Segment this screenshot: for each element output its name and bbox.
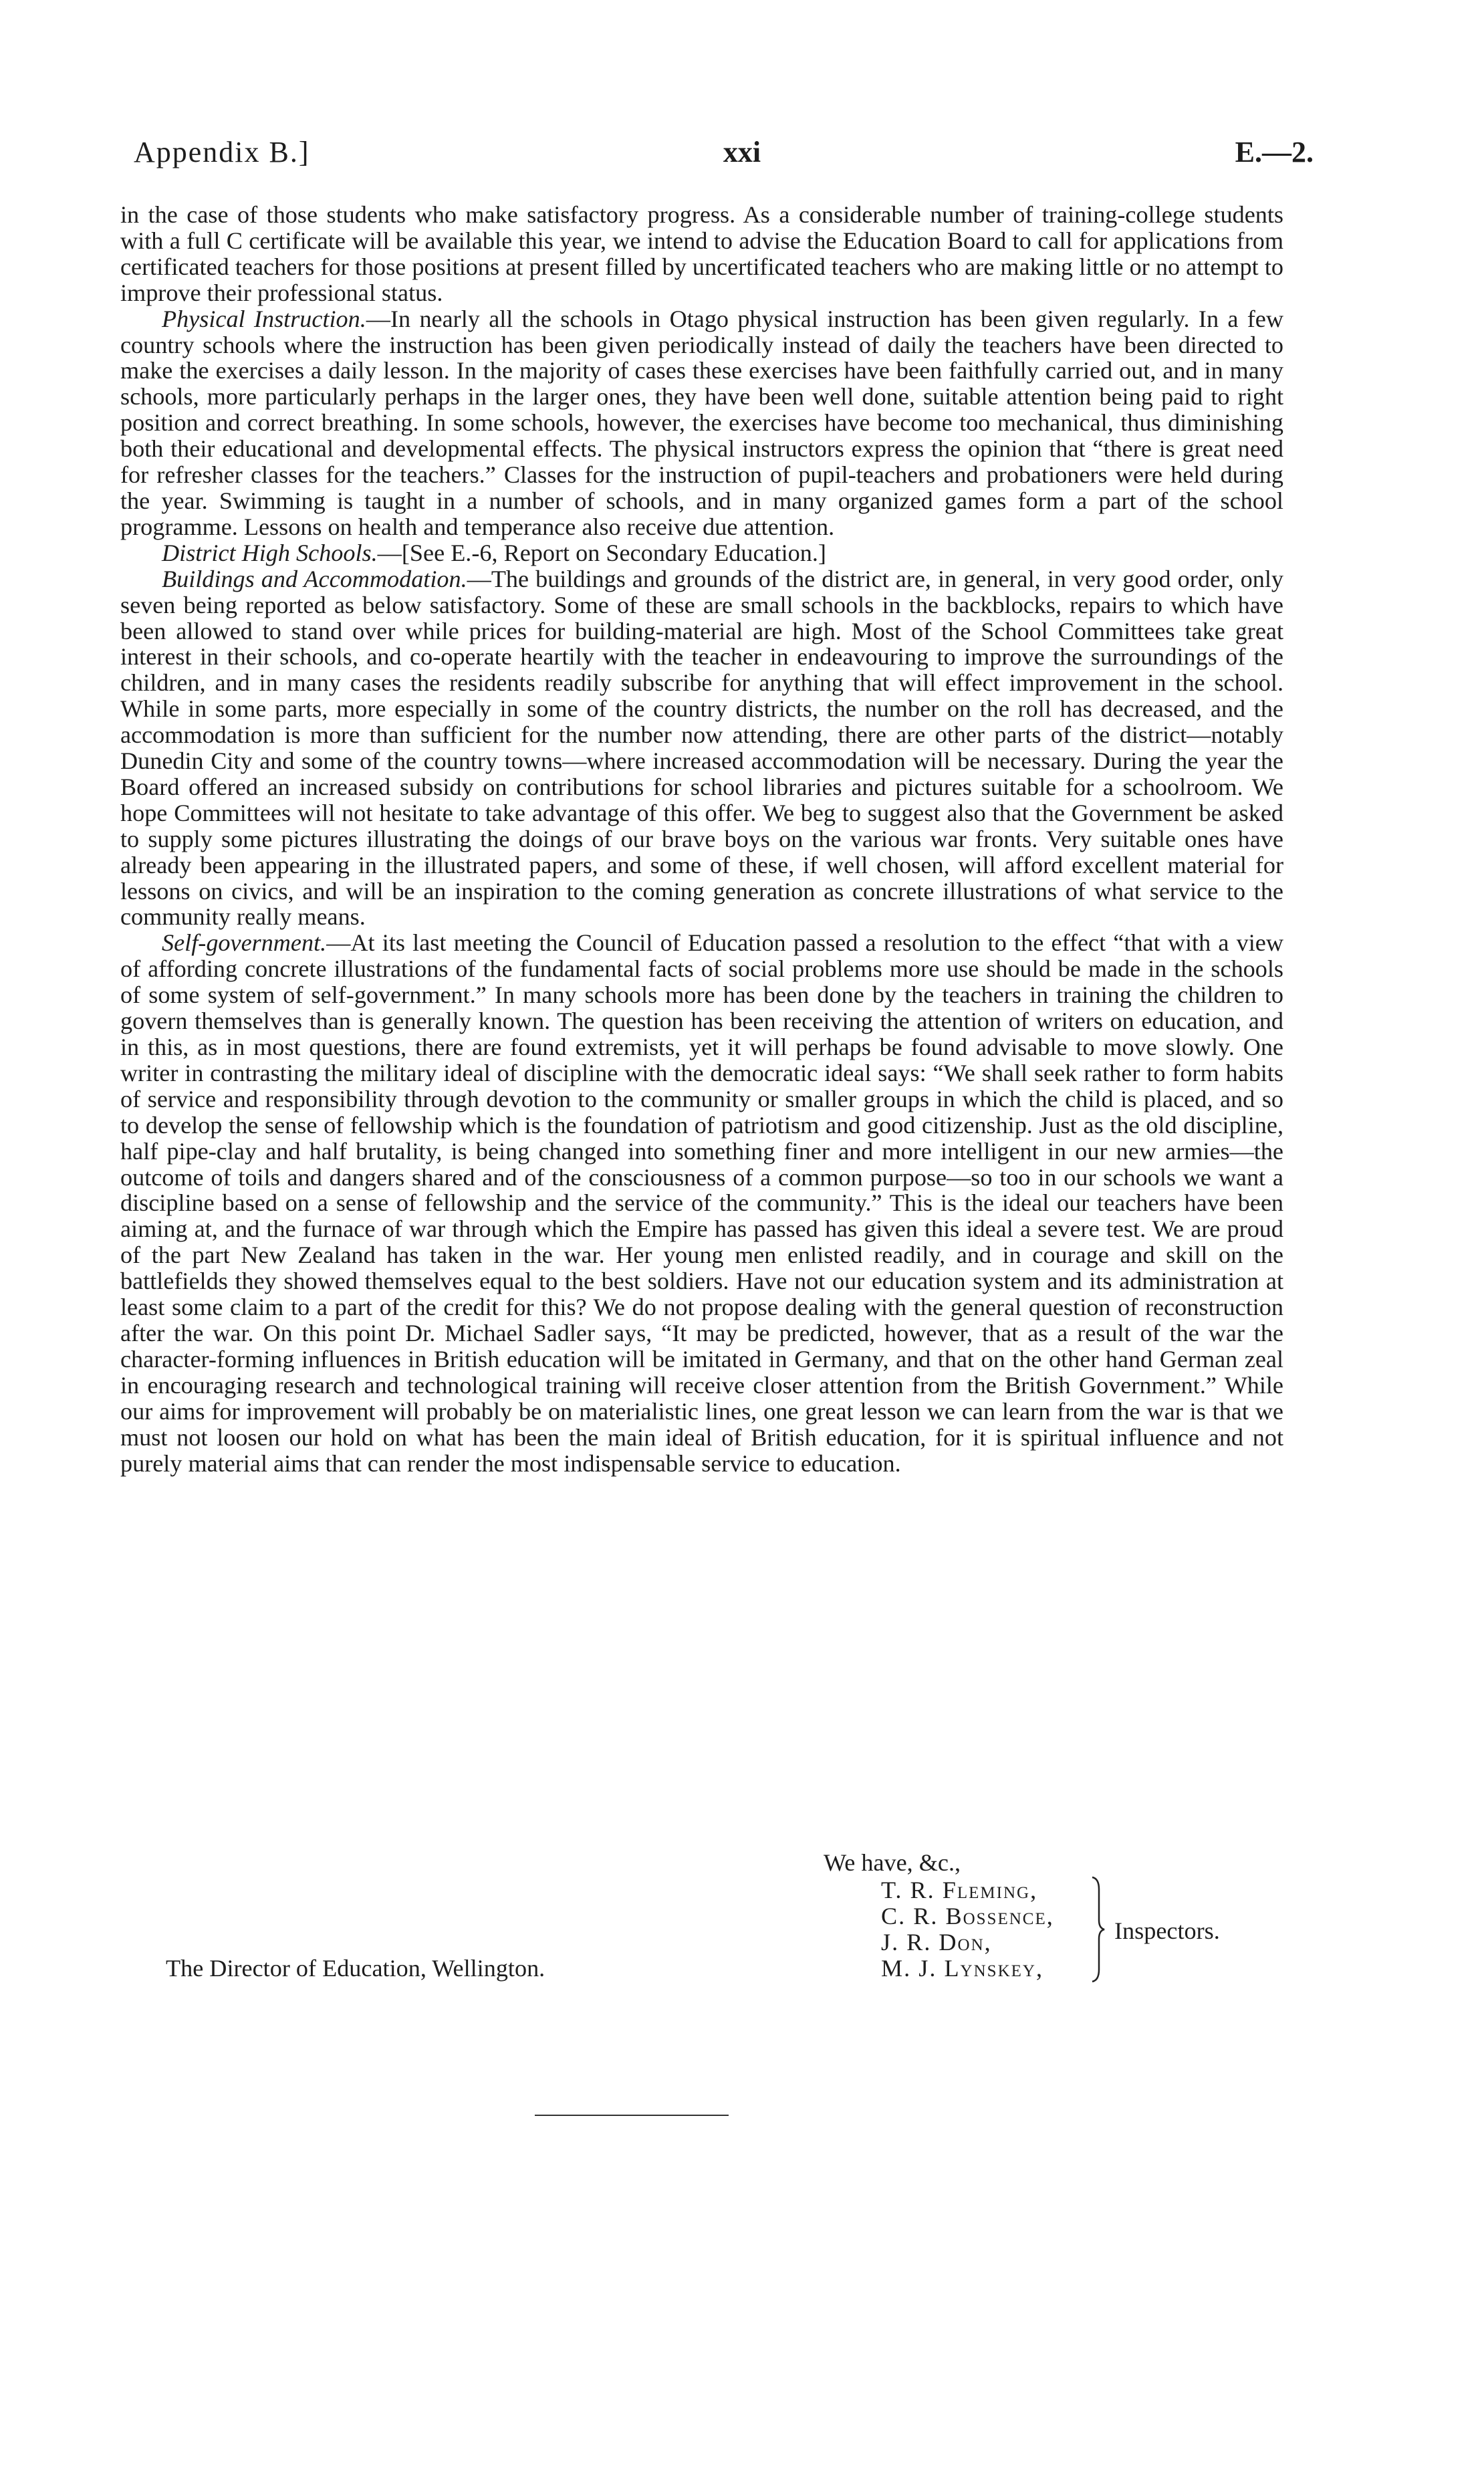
right-brace	[1091, 1876, 1106, 1983]
paragraph-text: in the case of those students who make satisfactory progress. As a considerable number of training-college students with a full C certificate will be available this year, we intend to advise the Education Board to call for applications from certificated teachers for those positions at present filled by uncertificated teachers who are making little or no attempt to improve their professional status.	[120, 201, 1283, 306]
paragraph-district-high-schools	[120, 540, 1283, 566]
header-appendix-label: Appendix B.]	[134, 136, 310, 168]
inspectors-label: Inspectors.	[1114, 1917, 1220, 1944]
signatory-name: T. R. Fleming,	[881, 1877, 1038, 1903]
signatory-name: C. R. Bossence,	[881, 1902, 1054, 1929]
signatory-name: M. J. Lynskey,	[881, 1954, 1043, 1982]
paragraph-text: —[See E.-6, Report on Secondary Education.]	[377, 539, 826, 566]
section-heading: District High Schools.	[162, 539, 378, 566]
paragraph-physical-instruction	[120, 306, 1283, 540]
paragraph-self-government	[120, 930, 1283, 1476]
body-text	[120, 202, 1283, 1476]
signatory-list	[881, 1877, 1054, 1982]
section-heading: Buildings and Accommodation.	[162, 565, 467, 592]
paragraph-continuation	[120, 202, 1283, 306]
running-header	[0, 135, 1484, 175]
paragraph-buildings-accommodation	[120, 566, 1283, 931]
addressee: The Director of Education, Wellington.	[166, 1955, 545, 1982]
sign-off: We have, &c.,	[824, 1849, 961, 1876]
signatory-name: J. R. Don,	[881, 1928, 992, 1956]
section-heading: Self-government.	[162, 929, 327, 957]
header-report-code: E.—2.	[1235, 136, 1314, 168]
paragraph-text: —The buildings and grounds of the district are, in general, in very good order, only seven being reported as below satisfactory. Some of these are small schools in the backblocks, repairs to which have been allowed to stand over while prices for building-material are high. Most of the School Committees take great interest in their schools, and co-operate heartily with the teacher in endeavouring to improve the surroundings of the children, and in many cases the residents readily subscribe for anything that will effect improvement in the school. While in some parts, more especially in some of the country districts, the number on the roll has decreased, and the accommodation is more than sufficient for the number now attending, there are other parts of the district—notably Dunedin City and some of the country towns—where increased accommodation will be necessary. During the year the Board offered an increased subsidy on contributions for school libraries and pictures suitable for a schoolroom. We hope Committees will not hesitate to take advantage of this offer. We beg to suggest also that the Government be asked to supply some pictures illustrating the doings of our brave boys on the various war fronts. Very suitable ones have already been appearing in the illustrated papers, and some of these, if well chosen, will afford excellent material for lessons on civics, and will be an inspiration to the coming generation as concrete illustrations of what service to the community really means.	[120, 565, 1283, 931]
paragraph-text: —In nearly all the schools in Otago physical instruction has been given regularly. In a few country schools where the instruction has been given periodically instead of daily the teachers have been directed to make the exercises a daily lesson. In the majority of cases these exercises have been faithfully carried out, and in many schools, more particularly perhaps in the larger ones, they have been well done, suitable attention being paid to right position and correct breathing. In some schools, however, the exercises have become too mechanical, thus diminishing both their educational and developmental effects. The physical instructors express the opinion that “there is great need for refresher classes for the teachers.” Classes for the instruction of pupil-teachers and probationers were held during the year. Swimming is taught in a number of schools, and in many organized games form a part of the school programme. Lessons on health and temperance also receive due attention.	[120, 305, 1283, 540]
end-rule	[535, 2115, 729, 2116]
paragraph-text: —At its last meeting the Council of Education passed a resolution to the effect “that with a view of affording concrete illustrations of the fundamental facts of social problems more use should be made in the schools of some system of self-government.” In many schools more has been done by the teachers in training the children to govern themselves than is generally known. The question has been receiving the attention of writers on education, and in this, as in most questions, there are found extremists, yet it will perhaps be found advisable to move slowly. One writer in contrasting the military ideal of discipline with the democratic ideal says: “We shall seek rather to form habits of service and responsibility through devotion to the community or smaller groups in which the child is placed, and so to develop the sense of fellowship which is the foundation of patriotism and good citizenship. Just as the old discipline, half pipe-clay and half brutality, is being changed into something finer and more intelligent in our new armies—the outcome of toils and dangers shared and of the consciousness of a common purpose—so too in our schools we want a discipline based on a sense of fellowship and the service of the community.” This is the ideal our teachers have been aiming at, and the furnace of war through which the Empire has passed has given this ideal a severe test. We are proud of the part New Zealand has taken in the war. Her young men enlisted readily, and in courage and skill on the battlefields they showed themselves equal to the best soldiers. Have not our education system and its administration at least some claim to a part of the credit for this? We do not propose dealing with the general question of reconstruction after the war. On this point Dr. Michael Sadler says, “It may be predicted, however, that as a result of the war the character-forming influences in British education will be imitated in Germany, and that on the other hand German zeal in encouraging research and technological training will receive closer attention from the British Government.” While our aims for improvement will probably be on materialistic lines, one great lesson we can learn from the war is that we must not loosen our hold on what has been the main ideal of British education, for it is spiritual influence and not purely material aims that can render the most indispensable service to education.	[120, 929, 1283, 1477]
section-heading: Physical Instruction.	[162, 305, 366, 332]
header-page-number: xxi	[723, 136, 761, 168]
